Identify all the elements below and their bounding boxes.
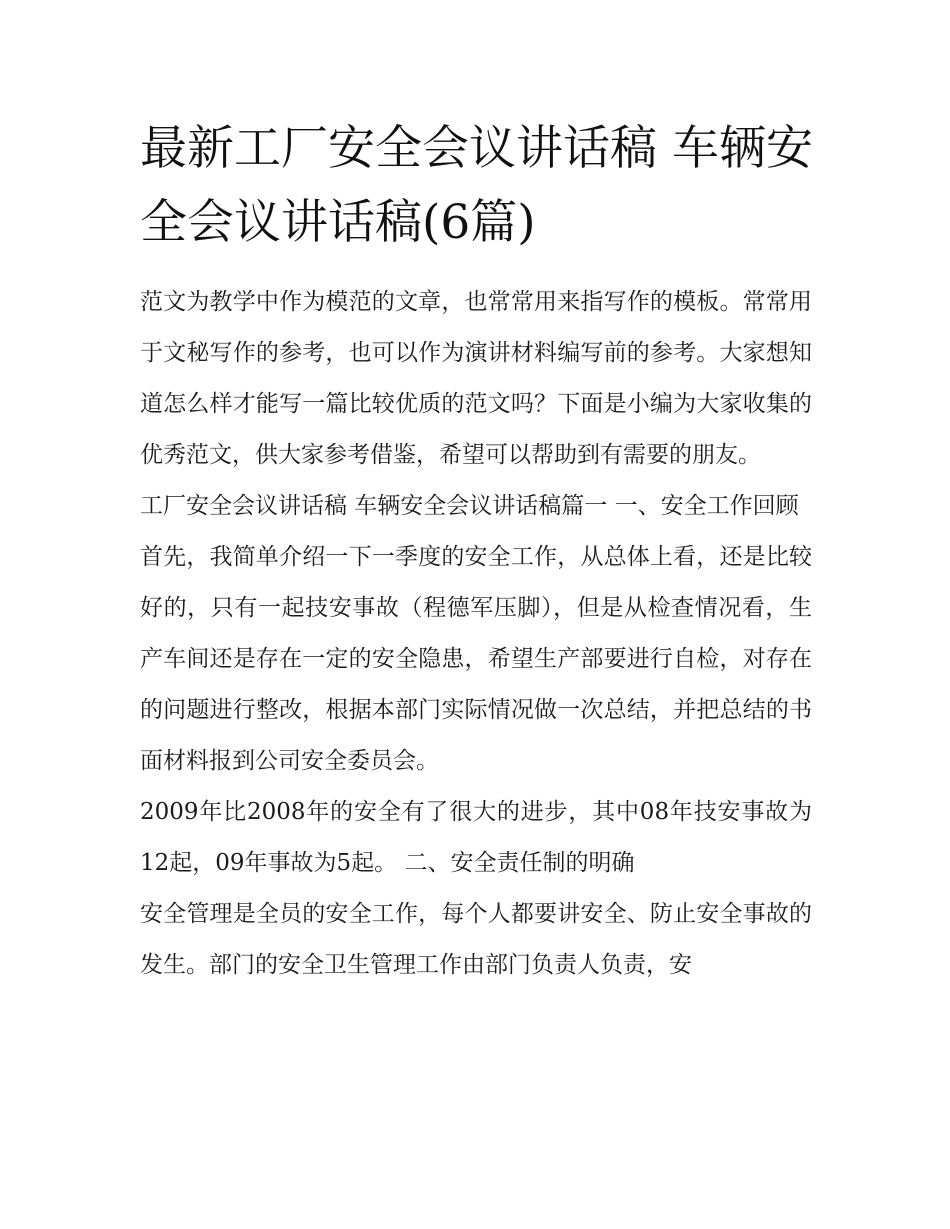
paragraph-intro: 范文为教学中作为模范的文章，也常常用来指写作的模板。常常用于文秘写作的参考，也可以作为演讲材料编写前的参考。大家想知道怎么样才能写一篇比较优质的范文吗？下面是小编为大家收集的优秀范文，供大家参考借鉴，希望可以帮助到有需要的朋友。 xyxy=(140,289,812,468)
document-body xyxy=(140,277,812,991)
document-title: 最新工厂安全会议讲话稿 车辆安全会议讲话稿(6篇) xyxy=(140,121,813,250)
paragraph-section-heading-1: 工厂安全会议讲话稿 车辆安全会议讲话稿篇一 一、安全工作回顾 xyxy=(140,493,799,519)
paragraph-comparison: 2009年比2008年的安全有了很大的进步，其中08年技安事故为12起，09年事故为5起。 二、安全责任制的明确 xyxy=(140,799,812,876)
paragraph-management: 安全管理是全员的安全工作，每个人都要讲安全、防止安全事故的发生。部门的安全卫生管理工作由部门负责人负责，安 xyxy=(140,901,812,978)
paragraph-review: 首先，我简单介绍一下一季度的安全工作，从总体上看，还是比较好的，只有一起技安事故（程德军压脚），但是从检查情况看，生产车间还是存在一定的安全隐患，希望生产部要进行自检，对存在的问题进行整改，根据本部门实际情况做一次总结，并把总结的书面材料报到公司安全委员会。 xyxy=(140,544,812,774)
